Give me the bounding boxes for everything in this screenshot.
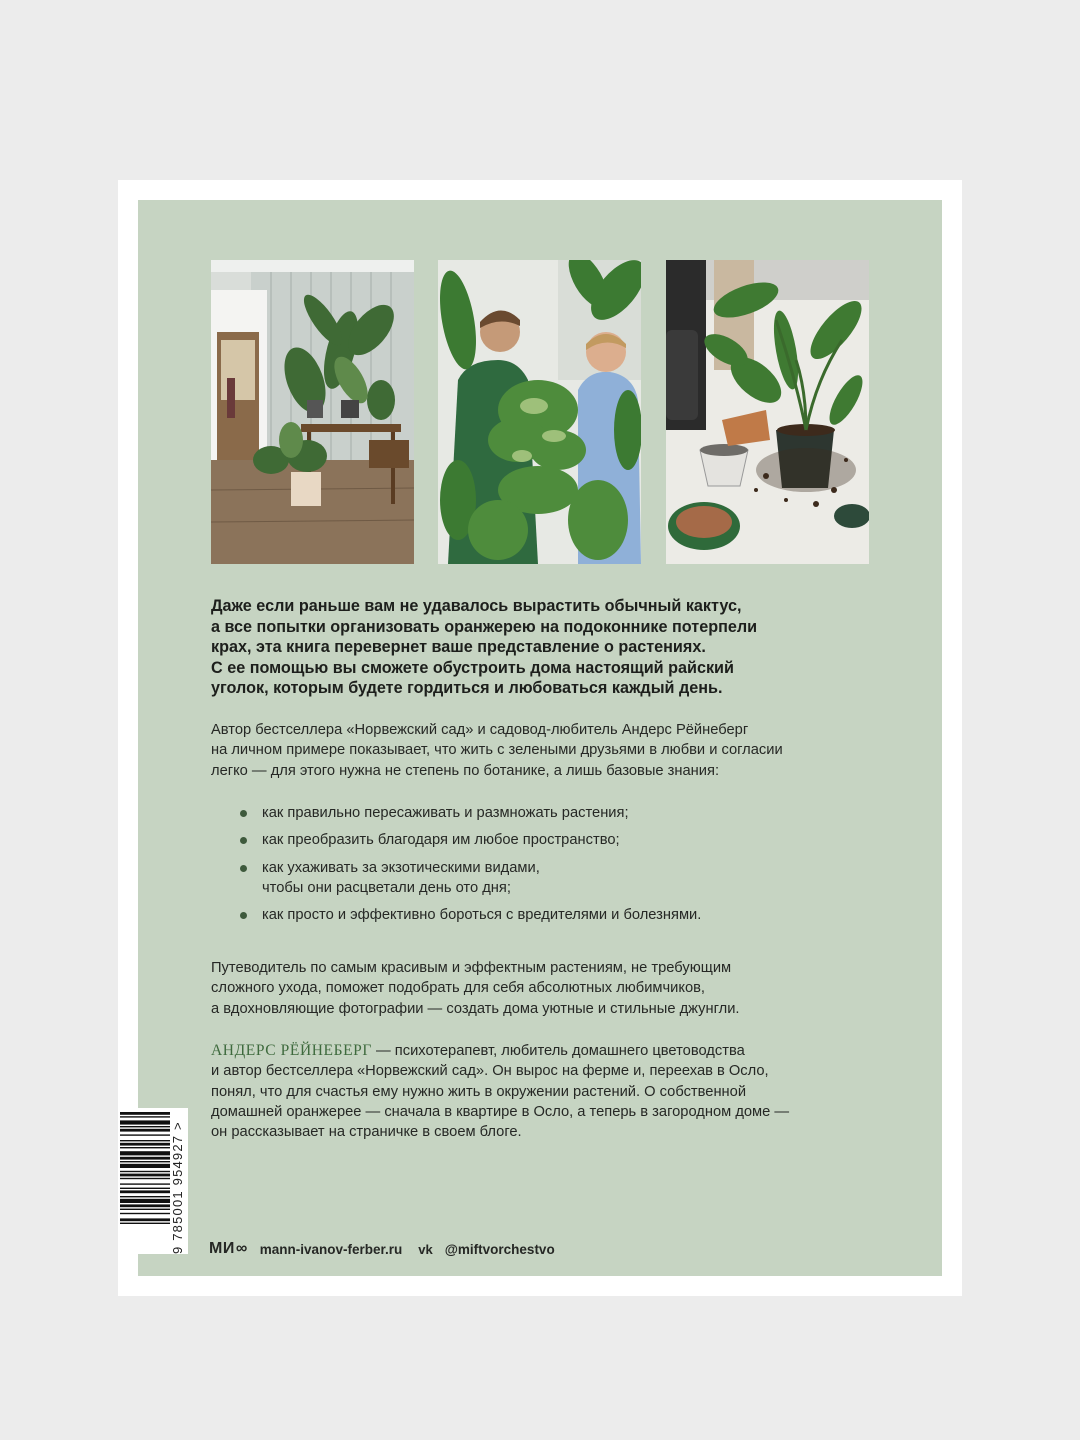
barcode-bar: [120, 1164, 170, 1168]
barcode-bar: [120, 1209, 170, 1210]
barcode-bar: [120, 1190, 170, 1193]
author-bio: [211, 1041, 851, 1142]
barcode-bar: [120, 1151, 170, 1155]
vk-icon: vk: [418, 1241, 433, 1257]
barcode-bar: [120, 1143, 170, 1146]
list-item-text: как просто и эффективно бороться с вредителями и болезнями.: [262, 907, 702, 924]
publisher-logo-mark: ∞: [235, 1240, 248, 1257]
bullet-dot-icon: [240, 865, 247, 872]
barcode-bar: [120, 1140, 170, 1141]
author-bio-text: — психотерапевт, любитель домашнего цветоводства: [371, 1043, 745, 1059]
list-item: [240, 830, 840, 850]
barcode-bar: [120, 1116, 170, 1117]
barcode-bar: [120, 1213, 170, 1214]
barcode-bar: [120, 1134, 170, 1135]
barcode-bar: [120, 1174, 170, 1177]
barcode-bar: [120, 1161, 170, 1162]
barcode-bar: [120, 1120, 170, 1124]
barcode-bar: [120, 1171, 170, 1172]
barcode-bar: [120, 1204, 170, 1207]
publisher-website[interactable]: mann-ivanov-ferber.ru: [259, 1241, 403, 1257]
barcode-bar: [120, 1126, 170, 1127]
guide-paragraph: [211, 958, 851, 1019]
list-item: [240, 803, 840, 823]
list-item-text: как правильно пересаживать и размножать растения;: [262, 805, 629, 821]
benefits-list: [240, 803, 840, 932]
author-bio-line: он рассказывает на страничке в своем блоге.: [211, 1124, 522, 1141]
barcode-bar: [120, 1196, 170, 1197]
list-item: [240, 905, 840, 925]
guide-line: а вдохновляющие фотографии — создать дома уютные и стильные джунгли.: [211, 1000, 740, 1017]
lead-line: уголок, которым будете гордиться и любоваться каждый день.: [211, 679, 723, 697]
intro-paragraph: [211, 720, 851, 781]
list-item-text: как преобразить благодаря им любое пространство;: [262, 832, 620, 849]
lead-paragraph: [211, 596, 851, 699]
barcode-bar: [120, 1157, 170, 1160]
barcode-bar: [120, 1183, 170, 1184]
lead-line: С ее помощью вы сможете обустроить дома настоящий райский: [211, 658, 734, 677]
guide-line: сложного ухода, поможет подобрать для себя абсолютных любимчиков,: [211, 980, 705, 997]
interior-room-photo: [211, 260, 414, 564]
author-bio-line: понял, что для счастья ему нужно жить в окружении растений. О собственной: [211, 1083, 747, 1100]
two-men-with-plants-photo: [438, 260, 641, 564]
author-bio-first-line: [211, 1041, 851, 1061]
barcode-bar: [120, 1129, 170, 1132]
barcode-bar: [120, 1199, 170, 1203]
list-item-text: чтобы они расцветали день ото дня;: [262, 879, 511, 896]
author-bio-line: и автор бестселлера «Норвежский сад». Он вырос на ферме и, переехав в Осло,: [211, 1063, 769, 1080]
barcode-bar: [120, 1223, 170, 1224]
intro-line: на личном примере показывает, что жить с зелеными друзьями в любви и согласии: [211, 742, 783, 759]
lead-line: а все попытки организовать оранжерею на подоконнике потерпели: [211, 617, 758, 636]
author-bio-line: домашней оранжерее — сначала в квартире в Осло, а теперь в загородном доме —: [211, 1103, 790, 1120]
lead-line: крах, эта книга перевернет ваше представление о растениях.: [211, 638, 706, 656]
intro-line: Автор бестселлера «Норвежский сад» и садовод-любитель Андерс Рёйнеберг: [211, 722, 749, 738]
guide-line: Путеводитель по самым красивым и эффектным растениям, не требующим: [211, 960, 732, 976]
publisher-logo-text: МИ: [209, 1240, 235, 1257]
bullet-dot-icon: [240, 912, 247, 919]
barcode-bar: [120, 1218, 170, 1221]
list-item: [240, 858, 840, 899]
publisher-logo: [209, 1240, 248, 1258]
lead-line: Даже если раньше вам не удавалось вырастить обычный кактус,: [211, 597, 742, 615]
barcode-bar: [120, 1188, 170, 1189]
author-name: АНДЕРС РЁЙНЕБЕРГ: [211, 1042, 372, 1059]
barcode-bar: [120, 1178, 170, 1179]
repotting-plant-photo: [666, 260, 869, 564]
publisher-footer: [209, 1238, 555, 1260]
barcode-bar: [120, 1147, 170, 1148]
intro-line: легко — для этого нужна не степень по ботанике, а лишь базовые знания:: [211, 762, 720, 779]
bullet-dot-icon: [240, 810, 247, 817]
barcode-bar: [120, 1112, 170, 1115]
bullet-dot-icon: [240, 837, 247, 844]
isbn-number: 9 785001 954927 >: [170, 1121, 185, 1254]
social-handle[interactable]: @miftvorchestvo: [444, 1241, 555, 1257]
list-item-text: как ухаживать за экзотическими видами,: [262, 859, 540, 876]
